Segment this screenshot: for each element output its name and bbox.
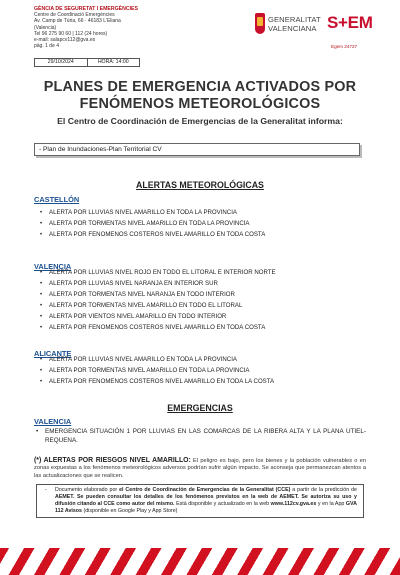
alert-item: • ALERTA POR VIENTOS NIVEL AMARILLO EN TODO INTERIOR [40,312,276,323]
page-subtitle: El Centro de Coordinación de Emergencias de la Generalitat informa: [57,116,343,126]
footer-stripes [0,548,400,575]
alert-item: • ALERTA POR LLUVIAS NIVEL ROJO EN TODO EL LITORAL E INTERIOR NORTE [40,268,276,279]
agency-header [34,6,144,49]
gva-line2: VALENCIANA [268,23,317,33]
page-number: pàg. 1 de 4 [34,43,60,50]
info-text: a partir de la predicción de [290,487,357,493]
alert-item: • ALERTA POR LLUVIAS NIVEL AMARILLO EN TODA LA PROVINCIA [40,208,265,219]
page-title-line2: FENÓMENOS METEOROLÓGICOS [79,96,321,112]
agency-line: Centre de Coordinació Emergències [34,12,115,19]
info-text: Documento elaborado por [55,487,120,493]
info-bold: el Centro de Coordinación de Emergencias de la Generalitat (CCE) [119,487,291,493]
alert-item: • ALERTA POR FENOMENOS COSTEROS NIVEL AMARILLO EN TODA COSTA [40,230,265,241]
info-text: (disponible en Google Play y App Store) [82,507,178,514]
alert-item: • ALERTA POR TORMENTAS NIVEL AMARILLO EN TODA LA PROVINCIA [40,366,274,377]
sem-logo: S+EM [327,13,373,32]
report-date: 29/10/2024 [47,59,74,65]
agency-email: e-mail: salapcv112@gva.es [34,37,96,44]
info-text: Está disponible y actualizado en la web [174,500,271,507]
alert-item: • ALERTA POR LLUVIAS NIVEL AMARILLO EN TODA LA PROVINCIA [40,355,274,366]
agency-title: GÈNCIA DE SEGURETAT I EMERGÈNCIES [34,6,138,12]
page-title-line1: PLANES DE EMERGENCIA ACTIVADOS POR [43,79,357,95]
shield-icon [255,13,265,34]
info-bold: AEMET. Se pueden consultar los detalles de los fenómenos previstos en la web de AEMET. Se autoriza su uso y difusión citando al CCE como autor del mismo. [55,493,357,507]
agency-address: Av. Camp de Túria, 66 · 46183 L'Eliana (Valencia) [34,18,121,31]
date-time-box [34,58,140,67]
emergencies-section-title: EMERGENCIAS [167,403,233,413]
document-info-box [36,484,364,518]
castellon-alert-list [40,208,265,241]
alerts-section-title: ALERTAS METEOROLÓGICAS [136,180,264,190]
alert-item: • ALERTA POR TORMENTAS NIVEL AMARILLO EN TODO EL LITORAL [40,301,276,312]
alert-item: • ALERTA POR TORMENTAS NIVEL AMARILLO EN TODA LA PROVINCIA [40,219,265,230]
emergency-text: EMERGENCIA SITUACIÓN 1 POR LLUVIAS EN LAS COMARCAS DE LA RIBERA ALTA Y LA PLANA UTIEL-REQUENA. [45,428,366,445]
active-plan-box: - Plan de Inundaciones-Plan Territorial CV [34,143,360,156]
generalitat-logo-text [268,16,321,33]
app-name: GVA 112 Avisos [55,500,358,514]
note-heading: (*) ALERTAS POR RIESGOS NIVEL AMARILLO: [34,457,191,464]
region-alicante: ALICANTE [34,349,72,358]
web-link[interactable]: www.112cv.gva.es [270,500,317,507]
agency-phone: Tel 96 275 90 60 | 112 (24 hores) [34,30,108,37]
alert-item: • ALERTA POR LLUVIAS NIVEL NARANJA EN INTERIOR SUR [40,279,276,290]
bullet-icon: • [36,428,39,435]
info-text: y en la App [316,500,346,507]
region-castellon: CASTELLÓN [34,195,80,204]
alert-item: • ALERTA POR FENOMENOS COSTEROS NIVEL AMARILLO EN TODA COSTA [40,323,276,334]
info-dash: - [45,487,47,493]
alicante-alert-list [40,355,274,388]
region-valencia: VALENCIA [34,262,72,271]
alert-item: • ALERTA POR TORMENTAS NIVEL NARANJA EN TODO INTERIOR [40,290,276,301]
report-time: HORA: 14:00 [87,59,140,66]
gva-line1: GENERALITAT [268,15,321,24]
yellow-alert-note [34,457,366,480]
alert-item: • ALERTA POR FENOMENOS COSTEROS NIVEL AMARILLO EN TODA LA COSTA [40,377,274,388]
egem-code: Egem 24727 [331,44,358,49]
emergency-item [36,427,366,446]
valencia-alert-list [40,268,276,333]
note-text: El peligro es bajo, pero los bienes y la población vulnerables o en zonas expuestas a los fenómenos meteorológicos adversos podrían sufrir algún impacto. Se aconseja que permanezcan atentos a las actualizaciones que se realicen. [34,458,367,479]
emergency-region-valencia: VALENCIA [34,417,72,426]
generalitat-logo [255,13,321,35]
